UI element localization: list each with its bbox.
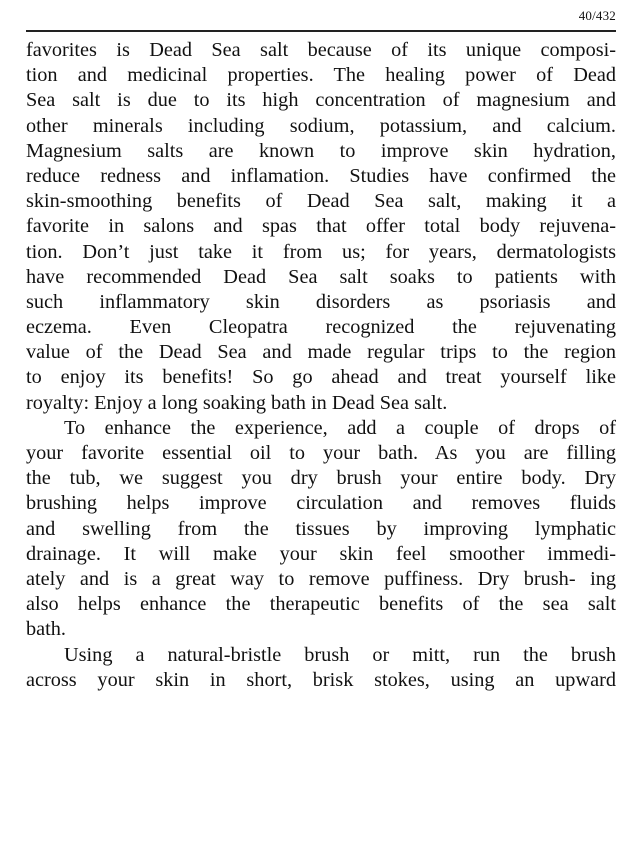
page-header xyxy=(26,0,616,32)
text-line: to enjoy its benefits! So go ahead and treat yourself like xyxy=(26,366,616,389)
text-line: Sea salt is due to its high concentration of magnesium and xyxy=(26,89,616,112)
text-line: such inflammatory skin disorders as psoriasis and xyxy=(26,290,616,313)
text-line: tion. Don’t just take it from us; for years, dermatologists xyxy=(26,240,616,263)
text-line: ately and is a great way to remove puffiness. Dry brush- ing xyxy=(26,567,616,590)
text-line: have recommended Dead Sea salt soaks to patients with xyxy=(26,265,616,288)
text-line: favorites is Dead Sea salt because of its unique composi- xyxy=(26,39,616,61)
text-line: value of the Dead Sea and made regular trips to the region xyxy=(26,341,616,364)
page-number: 40/432 xyxy=(578,8,616,23)
paragraph-end-line: royalty: Enjoy a long soaking bath in Dead Sea salt. xyxy=(26,391,448,414)
paragraph-first-line: Using a natural-bristle brush or mitt, run the brush xyxy=(64,643,616,666)
text-line: brushing helps improve circulation and removes fluids xyxy=(26,492,616,515)
paragraph-first-line: To enhance the experience, add a couple of drops of xyxy=(64,416,616,439)
text-line: skin-smoothing benefits of Dead Sea salt, making it a xyxy=(26,190,616,213)
paragraph-end-line: bath. xyxy=(26,618,66,641)
text-line: the tub, we suggest you dry brush your entire body. Dry xyxy=(26,467,616,490)
text-line: Magnesium salts are known to improve skin hydration, xyxy=(26,139,616,162)
text-line: and swelling from the tissues by improving lymphatic xyxy=(26,517,616,540)
text-line: also helps enhance the therapeutic benefits of the sea salt xyxy=(26,593,616,616)
text-line: favorite in salons and spas that offer total body rejuvena- xyxy=(26,215,616,238)
text-line: drainage. It will make your skin feel smoother immedi- xyxy=(26,542,616,565)
page-body xyxy=(26,38,616,693)
text-line: your favorite essential oil to your bath. As you are filling xyxy=(26,442,616,464)
text-line: across your skin in short, brisk stokes, using an upward xyxy=(26,668,616,691)
text-line: eczema. Even Cleopatra recognized the rejuvenating xyxy=(26,316,616,339)
text-line: other minerals including sodium, potassium, and calcium. xyxy=(26,114,616,137)
text-line: tion and medicinal properties. The healing power of Dead xyxy=(26,64,616,87)
text-line: reduce redness and inflamation. Studies have confirmed the xyxy=(26,164,616,187)
